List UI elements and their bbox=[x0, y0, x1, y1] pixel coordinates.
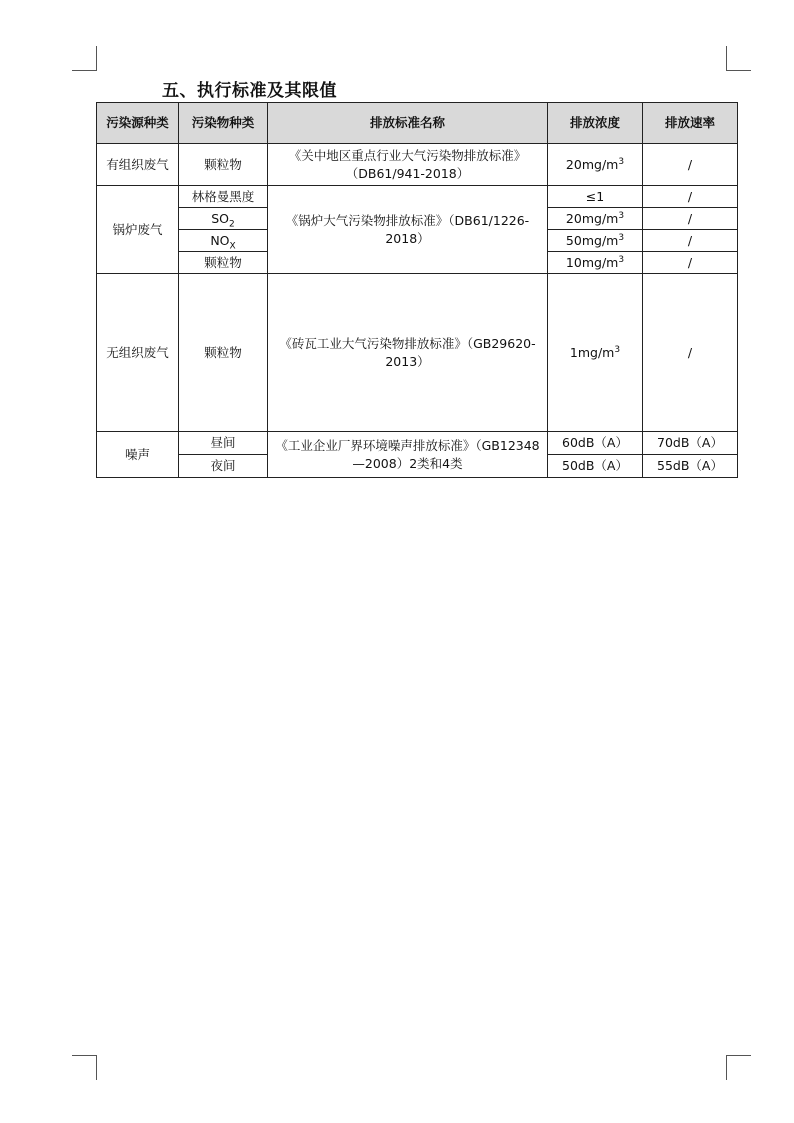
pollutant-cell: 颗粒物 bbox=[179, 252, 268, 274]
crop-mark-top-right bbox=[726, 46, 751, 71]
table-row bbox=[97, 186, 738, 208]
rate-cell: / bbox=[643, 208, 738, 230]
concentration-cell: $1mg/m^3$ bbox=[548, 274, 643, 432]
standard-cell: 《砖瓦工业大气污染物排放标准》（GB29620-2013） bbox=[268, 274, 548, 432]
standard-cell: 《锅炉大气污染物排放标准》（DB61/1226-2018） bbox=[268, 186, 548, 274]
pollutant-cell: 颗粒物 bbox=[179, 144, 268, 186]
rate-cell: / bbox=[643, 144, 738, 186]
pollutant-cell: 颗粒物 bbox=[179, 274, 268, 432]
crop-mark-bottom-right bbox=[726, 1055, 751, 1080]
rate-cell: / bbox=[643, 230, 738, 252]
rate-cell: 70dB（A） bbox=[643, 432, 738, 455]
crop-mark-top-left bbox=[72, 46, 97, 71]
rate-cell: / bbox=[643, 186, 738, 208]
rate-cell: 55dB（A） bbox=[643, 455, 738, 478]
table-row bbox=[97, 144, 738, 186]
concentration-cell: $10mg/m^3$ bbox=[548, 252, 643, 274]
source-cell: 锅炉废气 bbox=[97, 186, 179, 274]
pollutant-cell: 林格曼黑度 bbox=[179, 186, 268, 208]
pollutant-cell: 夜间 bbox=[179, 455, 268, 478]
crop-mark-bottom-left bbox=[72, 1055, 97, 1080]
source-cell: 噪声 bbox=[97, 432, 179, 478]
source-cell: 无组织废气 bbox=[97, 274, 179, 432]
concentration-cell: 50dB（A） bbox=[548, 455, 643, 478]
concentration-cell: 60dB（A） bbox=[548, 432, 643, 455]
rate-cell: / bbox=[643, 252, 738, 274]
standard-cell: 《关中地区重点行业大气污染物排放标准》（DB61/941-2018） bbox=[268, 144, 548, 186]
concentration-cell: $20mg/m^3$ bbox=[548, 144, 643, 186]
source-cell: 有组织废气 bbox=[97, 144, 179, 186]
header-concentration: 排放浓度 bbox=[548, 103, 643, 144]
concentration-cell: $50mg/m^3$ bbox=[548, 230, 643, 252]
pollutant-cell: 昼间 bbox=[179, 432, 268, 455]
pollutant-cell: $NO_X$ bbox=[179, 230, 268, 252]
header-pollutant: 污染物种类 bbox=[179, 103, 268, 144]
concentration-cell: $20mg/m^3$ bbox=[548, 208, 643, 230]
concentration-cell: ≤1 bbox=[548, 186, 643, 208]
table-header-row bbox=[97, 103, 738, 144]
section-title: 五、执行标准及其限值 bbox=[162, 81, 337, 101]
standard-cell: 《工业企业厂界环境噪声排放标准》（GB12348—2008）2类和4类 bbox=[268, 432, 548, 478]
rate-cell: / bbox=[643, 274, 738, 432]
emission-limits-table bbox=[96, 102, 738, 478]
table-row bbox=[97, 274, 738, 432]
header-source: 污染源种类 bbox=[97, 103, 179, 144]
pollutant-cell: $SO_2$ bbox=[179, 208, 268, 230]
header-rate: 排放速率 bbox=[643, 103, 738, 144]
header-standard: 排放标准名称 bbox=[268, 103, 548, 144]
table-row bbox=[97, 432, 738, 455]
